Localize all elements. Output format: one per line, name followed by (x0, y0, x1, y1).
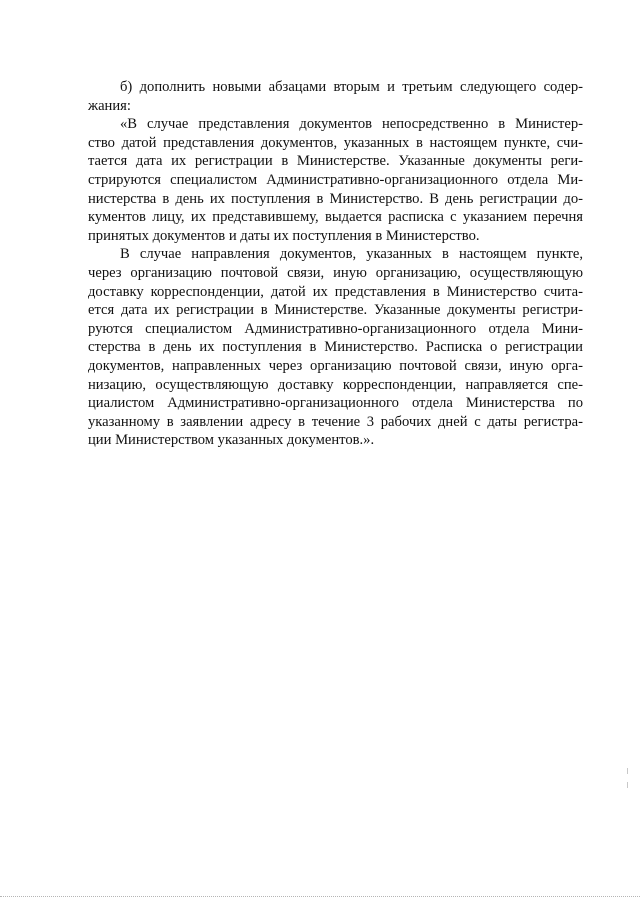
quoted-paragraph-2-line-8: низацию, осуществляющую доставку корреспонденции, направляется спе- (88, 376, 583, 393)
quoted-paragraph-2-line-2: через организацию почтовой связи, иную организацию, осуществляющую (88, 264, 583, 281)
scan-edge-line (0, 896, 640, 897)
quoted-paragraph-2-line-4: ется дата их регистрации в Министерстве. Указанные документы регистри- (88, 302, 583, 319)
quoted-paragraph-2-line-11: ции Министерством указанных документов.». (88, 432, 375, 449)
document-body (88, 78, 583, 450)
quoted-paragraph-2-line-1: В случае направления документов, указанных в настоящем пункте, (120, 246, 583, 263)
quoted-paragraph-2-line-10: указанному в заявлении адресу в течение 3 рабочих дней с даты регистра- (88, 413, 583, 430)
quoted-paragraph-2-line-5: руются специалистом Административно-организационного отдела Мини- (88, 320, 583, 337)
quoted-paragraph-1-line-3: тается дата их регистрации в Министерстве. Указанные документы реги- (88, 153, 583, 170)
quoted-paragraph-1-line-1: «В случае представления документов непосредственно в Министер- (120, 116, 583, 133)
scan-speck (627, 768, 628, 774)
quoted-paragraph-1-line-5: нистерства в день их поступления в Министерство. В день регистрации до- (88, 190, 583, 207)
quoted-paragraph-2-line-9: циалистом Административно-организационного отдела Министерства по (88, 395, 583, 412)
quoted-paragraph-1-line-2: ство датой представления документов, указанных в настоящем пункте, счи- (88, 134, 583, 151)
scan-speck (627, 782, 628, 788)
paragraph-b-line-2: жания: (88, 97, 131, 114)
quoted-paragraph-1-line-6: кументов лицу, их представившему, выдается расписка с указанием перечня (88, 209, 583, 226)
quoted-paragraph-2-line-3: доставку корреспонденции, датой их представления в Министерство счита- (88, 283, 583, 300)
quoted-paragraph-2-line-7: документов, направленных через организацию почтовой связи, иную орга- (88, 357, 583, 374)
quoted-paragraph-1-line-7: принятых документов и даты их поступления в Министерство. (88, 227, 480, 244)
quoted-paragraph-1-line-4: стрируются специалистом Административно-организационного отдела Ми- (88, 171, 583, 188)
paragraph-b-line-1: б) дополнить новыми абзацами вторым и третьим следующего содер- (120, 79, 583, 95)
quoted-paragraph-2-line-6: стерства в день их поступления в Министерство. Расписка о регистрации (88, 339, 583, 356)
